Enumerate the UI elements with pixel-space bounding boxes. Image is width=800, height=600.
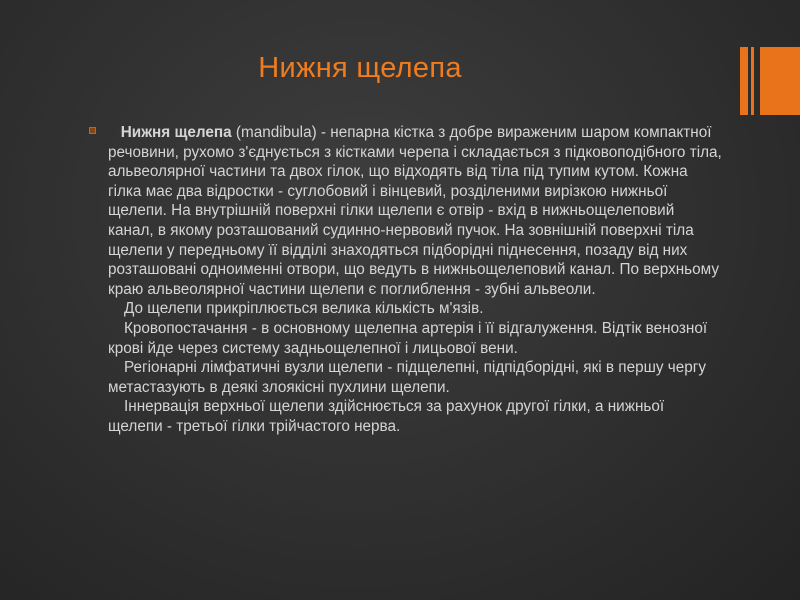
bullet-main-paragraph xyxy=(92,123,722,299)
sub-paragraph-muscles: До щелепи прикріплюється велика кількість м'язів. xyxy=(124,300,484,318)
bold-term: Нижня щелепа xyxy=(120,124,232,141)
decorative-orange-bars xyxy=(740,47,800,115)
decor-bar-thin xyxy=(740,47,748,115)
slide-body xyxy=(92,123,722,437)
sub-paragraph-lymph-nodes: Регіонарні лімфатичні вузли щелепи - підщелепні, підпідборідні, які в першу чергу метастазують в деякі злоякісні пухлини щелепи. xyxy=(108,359,706,396)
decor-bar-block xyxy=(760,47,800,115)
sub-paragraph-innervation: Іннервація верхньої щелепи здійснюється за рахунок другої гілки, а нижньої щелепи - третьої гілки трійчастого нерва. xyxy=(108,398,665,435)
main-text: (mandibula) - непарна кістка з добре вираженим шаром компактної речовини, рухомо з'єднується з кістками черепа і складається з підковоподібного тіла, альвеолярної частини та двох гілок, що відходять від тіла під тупим кутом. Кожна гілка має два відростки - суглобовий і вінцевий, розділеними вирізкою нижньої щелепи. На внутрішній поверхні гілки щелепи є отвір - вхід в нижньощелеповий канал, в якому розташований судинно-нервовий пучок. На зовнішній поверхні тіла щелепи у передньому її відділі знаходяться підборідні піднесення, позаду від них розташовані одноименні отвори, що ведуть в нижньощелеповий канал. По верхньому краю альвеолярної частини щелепи є поглиблення - зубні альвеоли. xyxy=(108,124,722,298)
decor-bar-thinner xyxy=(751,47,754,115)
sub-paragraph-blood-supply: Кровопостачання - в основному щелепна артерія і її відгалуження. Відтік венозної крові йде через систему задньощелепної і лицьової вени. xyxy=(108,319,708,357)
bullet-icon xyxy=(89,127,96,134)
slide-title: Нижня щелепа xyxy=(258,52,462,84)
